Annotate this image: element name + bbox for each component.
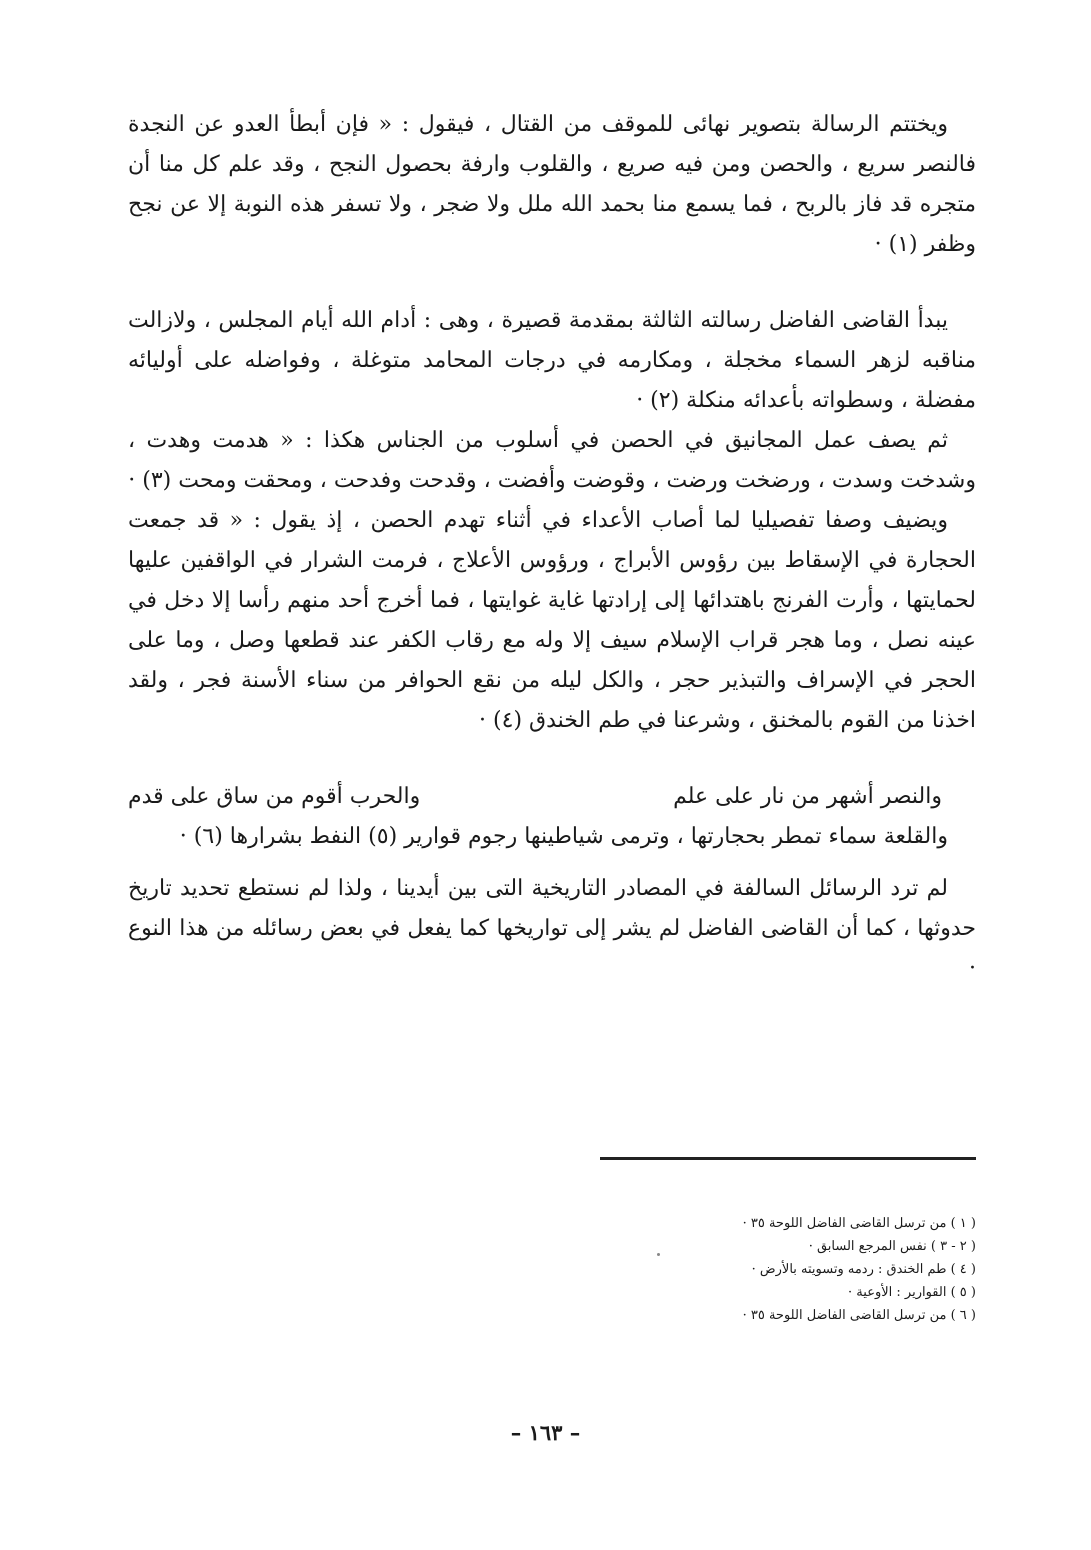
page-body [128,105,976,989]
spacer [128,857,976,869]
footnote-2-3: ( ٢ - ٣ ) نفس المرجع السابق · [808,1239,976,1254]
paragraph-6: لم ترد الرسائل السالفة في المصادر التاريخية التى بين أيدينا ، ولذا لم نستطع تحديد تاريخ حدوثها ، كما أن القاضى الفاضل لم يشر إلى تواريخها كما يفعل في بعض رسائله من هذا النوع · [128,876,976,981]
verse-second-hemistich: والحرب أقوم من ساق على قدم [128,784,421,809]
footnote-6: ( ٦ ) من ترسل القاضى الفاضل اللوحة ٣٥ · [742,1308,976,1323]
footnotes [376,1212,976,1327]
paragraph-2: يبدأ القاضى الفاضل رسالته الثالثة بمقدمة قصيرة ، وهى : أدام الله أيام المجلس ، ولازالت مناقبه لزهر السماء مخجلة ، ومكارمه في درجات المحامد متوغلة ، وفواضله على أوليائه مفضلة ، وسطواته بأعدائه منكلة (٢) · [128,308,976,413]
paragraph-4: ويضيف وصفا تفصيليا لما أصاب الأعداء في أثناء تهدم الحصن ، إذ يقول : « قد جمعت الحجارة في الإسقاط بين رؤوس الأبراج ، ورؤوس الأعلاج ، فرمت الشرار في الواقفين عليها لحمايتها ، وأرت الفرنج باهتدائها إلى إرادتها غاية غوايتها ، فما أخرج أحد منهم رأسا إلا دخل في عينه نصل ، وما هجر قراب الإسلام سيف إلا وله مع رقاب الكفر عند قطعها وصل ، وما على الحجر في الإسراف والتبذير حجر ، والكل ليله من نقع الحوافر من سناء الأسنة فجر ، ولقد اخذنا من القوم بالمخنق ، وشرعنا في طم الخندق (٤) · [128,508,976,733]
footnote-1: ( ١ ) من ترسل القاضى الفاضل اللوحة ٣٥ · [742,1216,976,1231]
paragraph-1: ويختتم الرسالة بتصوير نهائى للموقف من القتال ، فيقول : « فإن أبطأ العدو عن النجدة فالنصر سريع ، والحصن ومن فيه صريع ، والقلوب وارفة بحصول النجح ، وقد علم كل منا أن متجره قد فاز بالربح ، فما يسمع منا بحمد الله ملل ولا ضجر ، ولا تسفر هذه النوبة إلا عن نجح وظفر (١) · [128,112,976,257]
paragraph-3: ثم يصف عمل المجانيق في الحصن في أسلوب من الجناس هكذا : « هدمت وهدت ، وشدخت وسدت ، ورضخت ورضت ، وقوضت وأفضت ، وقدحت وفدحت ، ومحقت ومحت (٣) · [128,428,976,493]
footnote-5: ( ٥ ) القوارير : الأوعية · [848,1285,976,1300]
paragraph-5: والقلعة سماء تمطر بحجارتها ، وترمى شياطينها رجوم قوارير (٥) النفط بشرارها (٦) · [179,824,948,849]
spacer [128,265,976,301]
spacer [128,741,976,777]
page-number: – ١٦٣ – [510,1420,581,1445]
verse-first-hemistich: والنصر أشهر من نار على علم [673,784,942,809]
footnote-4: ( ٤ ) طم الخندق : ردمه وتسويته بالأرض · [751,1262,976,1277]
poetry-verse [128,777,976,817]
footnote-separator [600,1157,976,1160]
